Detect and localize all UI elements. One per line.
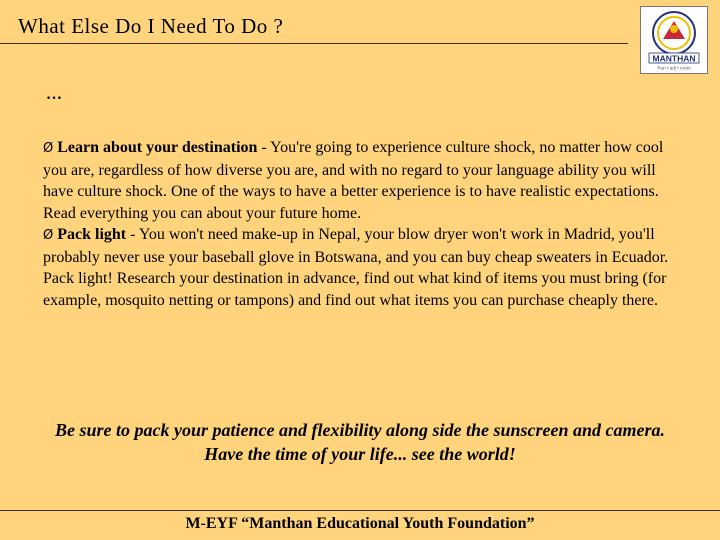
content-body	[43, 137, 683, 311]
item-text: - You're going to experience culture shock, no matter how cool you are, regardless of how diverse you are, and with no regard to your language ability you will have culture shock. One of the ways to have a better experience is to have realistic expectations. Read everything you can about your future home.	[43, 139, 664, 222]
arrow-bullet-icon: Ø	[43, 141, 54, 156]
item-text: - You won't need make-up in Nepal, your blow dryer won't work in Madrid, you'll probably never use your baseball glove in Botswana, and you can buy cheap sweaters in Ecuador. Pack light! Research your destination in advance, find out what kind of items you must bring (for example, mosquito netting or tampons) and find out what items you can purchase cheaply there.	[43, 226, 669, 309]
svg-text:MANTHAN: MANTHAN	[652, 53, 696, 64]
list-item	[43, 137, 683, 224]
svg-text:Run • adi • Arorn: Run • adi • Arorn	[657, 65, 691, 71]
list-item	[43, 224, 683, 311]
footer-text: M-EYF “Manthan Educational Youth Foundation”	[185, 515, 535, 532]
page-title: What Else Do I Need To Do ?	[18, 14, 284, 38]
footer-divider	[0, 510, 720, 511]
title-divider	[0, 43, 628, 44]
closing-statement: Be sure to pack your patience and flexibility along side the sunscreen and camera. Have the time of your life... see the world!	[55, 420, 665, 464]
item-label: Pack light	[57, 226, 127, 243]
arrow-bullet-icon: Ø	[43, 228, 54, 243]
item-label: Learn about your destination	[57, 139, 258, 156]
ellipsis: …	[46, 86, 62, 103]
manthan-logo	[640, 6, 708, 74]
